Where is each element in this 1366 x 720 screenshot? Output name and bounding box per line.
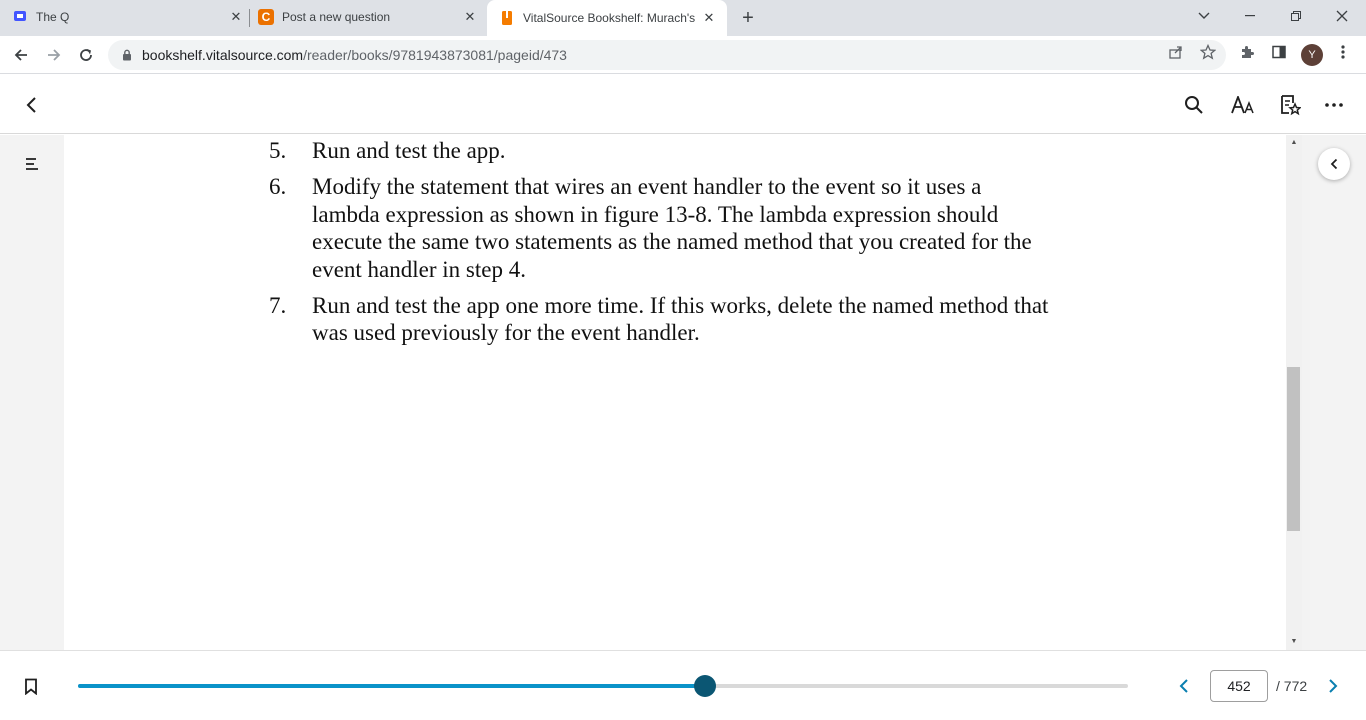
tab-the-q[interactable]	[12, 0, 244, 34]
back-arrow-icon[interactable]	[9, 43, 33, 67]
bookmark-icon[interactable]	[23, 677, 39, 695]
lock-icon	[120, 49, 134, 61]
right-rail	[1302, 135, 1366, 650]
previous-page-icon[interactable]	[1172, 674, 1196, 698]
step-text: Run and test the app.	[312, 138, 506, 163]
reader-header	[0, 75, 1366, 134]
open-panel-button[interactable]	[1318, 148, 1350, 180]
close-tab-icon[interactable]: ✕	[703, 10, 715, 25]
step-text: Modify the statement that wires an event handler to the event so it uses a lambda expression as shown in figure 13-8. The lambda expression should execute the same two statements as the named method that you created for the event handler in step 4.	[312, 174, 1032, 282]
minimize-icon[interactable]	[1238, 4, 1262, 28]
url-text	[142, 47, 567, 63]
share-icon[interactable]	[1167, 43, 1185, 61]
close-window-icon[interactable]	[1330, 4, 1354, 28]
bookmark-star-icon[interactable]	[1199, 43, 1217, 61]
reader-back-icon[interactable]	[20, 93, 44, 117]
page-progress-slider[interactable]	[78, 684, 1128, 688]
next-page-icon[interactable]	[1321, 674, 1345, 698]
scrollbar-thumb[interactable]	[1287, 367, 1300, 531]
new-tab-button[interactable]: +	[742, 6, 754, 29]
reload-icon[interactable]	[74, 43, 98, 67]
step-number: 6.	[269, 174, 287, 199]
progress-fill	[78, 684, 705, 688]
quizlet-tab-icon	[12, 9, 28, 25]
close-tab-icon[interactable]: ✕	[464, 9, 476, 24]
profile-avatar[interactable]: Y	[1301, 44, 1323, 66]
more-options-icon[interactable]	[1322, 93, 1346, 117]
side-panel-icon[interactable]	[1270, 43, 1288, 61]
page-number-input[interactable]: 452	[1210, 670, 1268, 702]
restore-icon[interactable]	[1284, 4, 1308, 28]
vitalsource-tab-icon	[499, 10, 515, 26]
tab-strip	[0, 0, 1366, 36]
browser-menu-icon[interactable]	[1334, 43, 1352, 61]
extensions-puzzle-icon[interactable]	[1238, 43, 1256, 61]
chegg-tab-icon: C	[258, 9, 274, 25]
tab-divider	[249, 9, 250, 27]
scroll-up-icon[interactable]: ▲	[1290, 138, 1298, 146]
step-list	[269, 137, 1052, 355]
chevron-left-icon	[1330, 158, 1338, 170]
forward-arrow-icon[interactable]	[42, 43, 66, 67]
list-item	[269, 173, 1052, 283]
text-size-icon[interactable]	[1230, 93, 1256, 117]
step-number: 5.	[269, 138, 287, 163]
list-item	[269, 137, 1052, 165]
step-number: 7.	[269, 292, 287, 318]
url-path: /reader/books/9781943873081/pageid/473	[303, 47, 567, 63]
notebook-star-icon[interactable]	[1278, 93, 1302, 117]
url-host: bookshelf.vitalsource.com	[142, 47, 304, 63]
tab-title: VitalSource Bookshelf: Murach's	[523, 11, 696, 25]
browser-toolbar	[0, 36, 1366, 74]
table-of-contents-icon[interactable]	[24, 156, 40, 172]
left-rail	[0, 135, 64, 650]
address-bar[interactable]	[108, 40, 1226, 70]
list-item	[269, 292, 1052, 347]
progress-handle[interactable]	[694, 675, 716, 697]
tab-title: Post a new question	[282, 10, 391, 24]
step-text: Run and test the app one more time. If this works, delete the named method that was used previously for the event handler.	[312, 292, 1049, 345]
tab-search-icon[interactable]	[1192, 4, 1216, 28]
tab-vitalsource[interactable]	[487, 0, 727, 36]
tab-title: The Q	[36, 10, 70, 24]
tab-post-question[interactable]	[258, 0, 478, 34]
total-pages: / 772	[1276, 678, 1308, 694]
scroll-down-icon[interactable]: ▼	[1290, 637, 1298, 645]
close-tab-icon[interactable]: ✕	[230, 9, 242, 24]
search-icon[interactable]	[1182, 93, 1206, 117]
